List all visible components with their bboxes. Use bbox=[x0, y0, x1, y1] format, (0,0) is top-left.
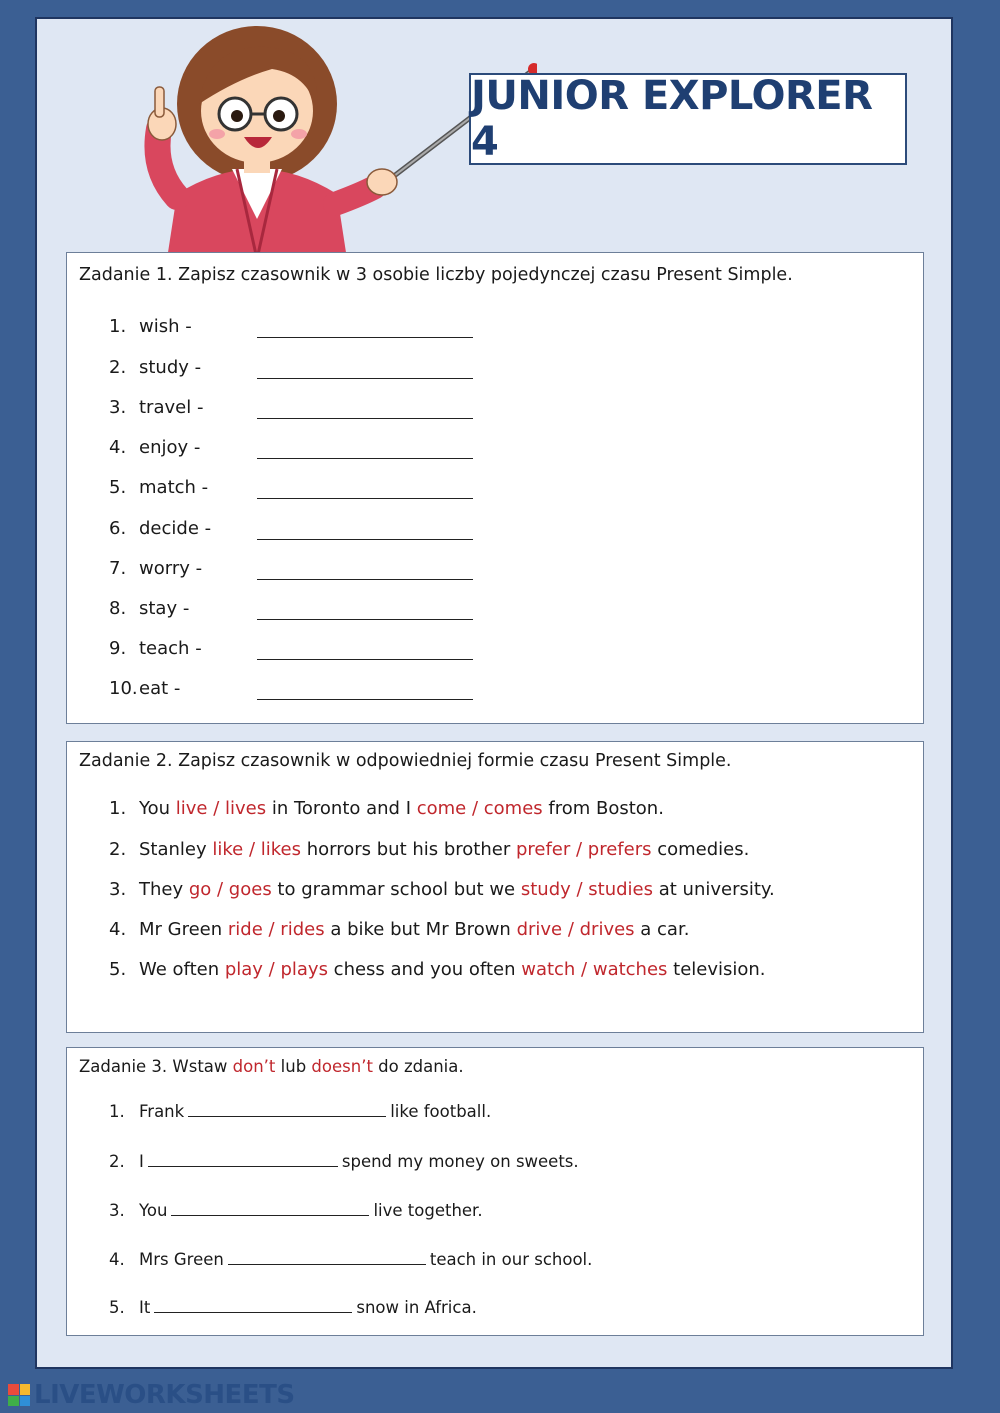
task3-title: Zadanie 3. Wstaw don’t lub doesn’t do zdania. bbox=[79, 1057, 464, 1076]
answer-blank[interactable] bbox=[257, 498, 473, 499]
answer-blank[interactable] bbox=[257, 337, 473, 338]
worksheet-page bbox=[35, 17, 953, 1369]
choice-option[interactable]: go / goes bbox=[188, 879, 272, 900]
task3-item: 4. Mrs Green teach in our school. bbox=[109, 1250, 593, 1269]
task1-item: 3. travel - bbox=[109, 397, 204, 418]
liveworksheets-brand bbox=[8, 1380, 295, 1410]
choice-option[interactable]: prefer / prefers bbox=[515, 839, 652, 860]
answer-blank[interactable] bbox=[154, 1298, 352, 1313]
task3-box bbox=[66, 1047, 924, 1336]
task1-item: 7. worry - bbox=[109, 558, 203, 579]
task1-item: 8. stay - bbox=[109, 598, 190, 619]
answer-blank[interactable] bbox=[188, 1102, 386, 1117]
choice-option[interactable]: drive / drives bbox=[516, 919, 635, 940]
answer-blank[interactable] bbox=[257, 458, 473, 459]
task1-box bbox=[66, 252, 924, 724]
liveworksheets-logo-icon bbox=[8, 1384, 30, 1406]
task2-item: 1. You live / lives in Toronto and I come / comes from Boston. bbox=[109, 798, 664, 819]
worksheet-title: JUNIOR EXPLORER 4 bbox=[471, 73, 873, 165]
task2-title: Zadanie 2. Zapisz czasownik w odpowiedniej formie czasu Present Simple. bbox=[79, 751, 732, 771]
answer-blank[interactable] bbox=[148, 1152, 338, 1167]
choice-option[interactable]: study / studies bbox=[520, 879, 654, 900]
answer-blank[interactable] bbox=[257, 378, 473, 379]
task1-item: 1. wish - bbox=[109, 316, 192, 337]
task3-item: 3. You live together. bbox=[109, 1201, 483, 1220]
task1-item: 4. enjoy - bbox=[109, 437, 201, 458]
answer-blank[interactable] bbox=[257, 659, 473, 660]
choice-option[interactable]: like / likes bbox=[212, 839, 301, 860]
task1-item: 5. match - bbox=[109, 477, 209, 498]
title-box bbox=[469, 73, 907, 165]
answer-blank[interactable] bbox=[257, 418, 473, 419]
brand-name: LIVEWORKSHEETS bbox=[34, 1380, 295, 1410]
task2-box bbox=[66, 741, 924, 1033]
task3-item: 1. Frank like football. bbox=[109, 1102, 492, 1121]
task1-item: 10.eat - bbox=[109, 678, 181, 699]
task3-item: 2. I spend my money on sweets. bbox=[109, 1152, 579, 1171]
choice-option[interactable]: come / comes bbox=[416, 798, 543, 819]
choice-option[interactable]: ride / rides bbox=[227, 919, 325, 940]
task1-item: 6. decide - bbox=[109, 518, 212, 539]
answer-blank[interactable] bbox=[228, 1250, 426, 1265]
choice-option[interactable]: play / plays bbox=[224, 959, 328, 980]
task2-item: 5. We often play / plays chess and you often watch / watches television. bbox=[109, 959, 766, 980]
answer-blank[interactable] bbox=[257, 539, 473, 540]
answer-blank[interactable] bbox=[257, 699, 473, 700]
task1-title: Zadanie 1. Zapisz czasownik w 3 osobie liczby pojedynczej czasu Present Simple. bbox=[79, 265, 793, 285]
answer-blank[interactable] bbox=[257, 579, 473, 580]
answer-blank[interactable] bbox=[171, 1201, 369, 1216]
answer-blank[interactable] bbox=[257, 619, 473, 620]
task2-item: 3. They go / goes to grammar school but we study / studies at university. bbox=[109, 879, 775, 900]
task1-item: 9. teach - bbox=[109, 638, 202, 659]
task2-item: 4. Mr Green ride / rides a bike but Mr Brown drive / drives a car. bbox=[109, 919, 690, 940]
task2-item: 2. Stanley like / likes horrors but his brother prefer / prefers comedies. bbox=[109, 839, 750, 860]
task3-item: 5. It snow in Africa. bbox=[109, 1298, 477, 1317]
choice-option[interactable]: watch / watches bbox=[521, 959, 668, 980]
task1-item: 2. study - bbox=[109, 357, 202, 378]
choice-option[interactable]: live / lives bbox=[175, 798, 267, 819]
